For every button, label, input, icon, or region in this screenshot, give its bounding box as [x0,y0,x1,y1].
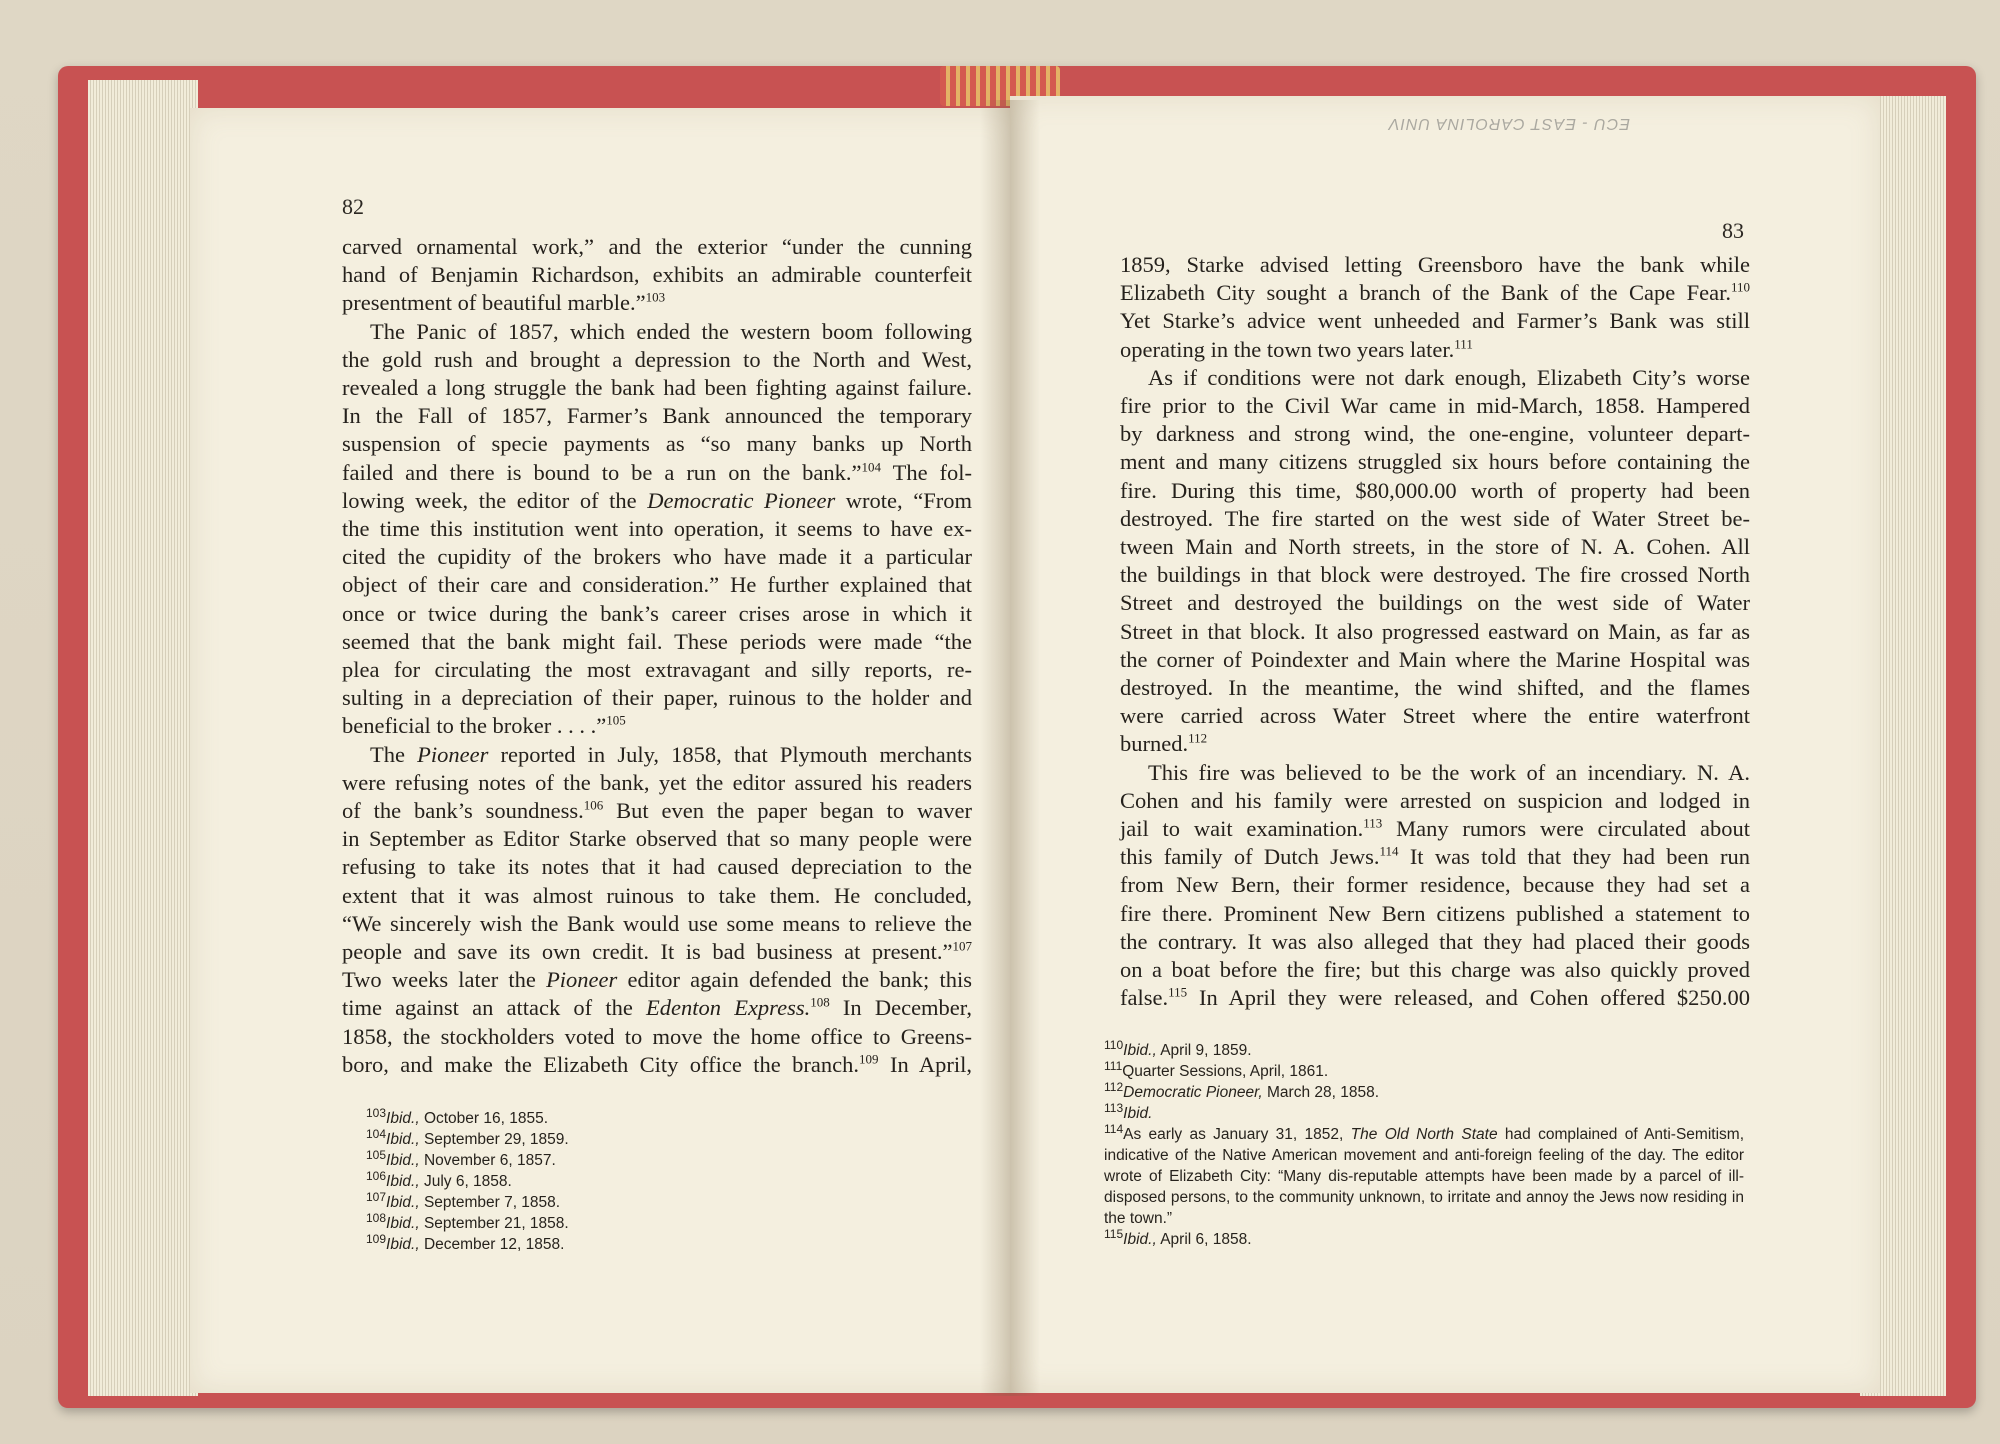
text-line [342,1023,972,1051]
text-run: once or twice during the bank’s career crises arose in which it [342,600,972,626]
footnote [366,1210,786,1234]
italic-text: Ibid., [386,1152,420,1169]
text-run: tween Main and North streets, in the store of N. A. Cohen. All [1120,534,1750,560]
text-line [342,402,972,430]
text-line [1120,336,1750,364]
text-line [1120,448,1750,476]
footnote [1104,1226,1744,1250]
text-line [1120,392,1750,420]
text-run: revealed a long struggle the bank had been fighting against failure. [342,375,972,401]
text-line [342,769,972,797]
footnote [1104,1037,1744,1061]
footnote-marker: 106 [583,797,604,813]
text-line [342,233,972,261]
text-line [342,994,972,1022]
text-line [342,938,972,966]
text-line [342,543,972,571]
text-run: reported in July, 1858, that Plymouth merchants [488,741,972,767]
text-run: seemed that the bank might fail. These periods were made “the [342,628,972,654]
text-run: October 16, 1855. [419,1110,549,1127]
footnote-marker: 113 [1363,815,1383,831]
text-run: the time this institution went into operation, it seems to have ex- [342,516,972,542]
text-run: The Panic of 1857, which ended the western boom following [370,318,972,344]
text-run: Street in that block. It also progressed eastward on Main, as far as [1120,618,1750,644]
italic-text: Ibid., [386,1173,420,1190]
footnote-number: 105 [366,1147,387,1162]
text-run: Many rumors were circulated about [1382,816,1750,842]
footnote-number: 108 [366,1210,387,1225]
footnote-marker: 109 [859,1051,879,1067]
footnote-number: 112 [1104,1079,1124,1094]
text-run: September 21, 1858. [419,1215,569,1232]
footnote-marker: 110 [1730,279,1750,295]
italic-text: The Old North State [1350,1126,1498,1143]
text-run: ment and many citizens struggled six hours before containing the [1120,449,1750,475]
text-line [1120,279,1750,307]
text-line [342,853,972,881]
text-run: hand of Benjamin Richardson, exhibits an admirable counterfeit [342,262,972,288]
text-line [342,712,972,740]
text-line [342,459,972,487]
text-line [1120,900,1750,928]
italic-text: Pioneer [546,967,618,993]
text-line [342,289,972,317]
text-line [1120,787,1750,815]
text-run: It was told that they had been run [1398,844,1751,870]
footnote-number: 111 [1104,1058,1123,1073]
footnote-number: 114 [1104,1121,1124,1136]
page-number-left: 82 [342,194,364,219]
text-run: in September as Editor Starke observed that so many people were [342,826,972,852]
left-body-text [342,233,972,1079]
footnote-number: 110 [1104,1037,1124,1052]
italic-text: Democratic Pioneer, [1123,1084,1263,1101]
italic-text: Democratic Pioneer [647,487,836,513]
text-run: 1859, Starke advised letting Greensboro have the bank while [1120,252,1750,277]
text-line [1120,646,1750,674]
text-line [342,261,972,289]
footnote [366,1126,786,1150]
footnote [366,1231,786,1255]
footnote-number: 113 [1104,1100,1124,1115]
text-run: “We sincerely wish the Bank would use some means to relieve the [342,910,972,936]
text-line [342,910,972,938]
footnote [366,1147,786,1171]
italic-text: Ibid., [386,1110,420,1127]
text-run: boro, and make the Elizabeth City office the branch. [342,1051,860,1077]
text-run: In April, [878,1051,972,1077]
text-run: In the Fall of 1857, Farmer’s Bank announced the temporary [342,403,972,429]
footnote-marker: 111 [1454,336,1473,352]
footnote-marker: 114 [1379,843,1399,859]
text-run: Quarter Sessions, April, 1861. [1122,1063,1329,1080]
footnote-number: 103 [366,1105,387,1120]
text-run: plea for circulating the most extravagant and silly reports, re- [342,657,972,683]
text-run: November 6, 1857. [419,1152,556,1169]
library-stamp: ECU - EAST CAROLINA UNIV [1387,115,1630,132]
text-line [1120,956,1750,984]
text-run: carved ornamental work,” and the exterior “under the cunning [342,234,972,259]
text-run: July 6, 1858. [419,1173,512,1190]
text-line [1120,843,1750,871]
text-run: the contrary. It was also alleged that they had placed their goods [1120,928,1750,954]
footnote [1104,1100,1744,1124]
left-footnotes [366,1105,786,1255]
text-run: suspension of specie payments as “so many banks up North [342,431,972,457]
page-number-right: 83 [1722,218,1744,243]
text-run: beneficial to the broker . . . .” [342,713,607,739]
italic-text: Edenton Express. [646,995,811,1021]
spine-gutter [980,100,1040,1396]
text-line [342,318,972,346]
text-line [1120,307,1750,335]
text-run: December 12, 1858. [419,1236,565,1253]
text-run: had complained of Anti-Semitism, indicative of the Native American movement and anti-foreign feeling of the day. The editor wrote of Elizabeth City: “Many dis-reputable attempts have been made by a parcel of ill-disposed persons, to the community unknown, to irritate and annoy the Jews now residing in the town.” [1104,1126,1745,1227]
footnote-marker: 103 [645,289,666,305]
footnote-marker: 115 [1168,984,1188,1000]
text-line [1120,730,1750,758]
footnote-marker: 107 [952,938,972,954]
right-body-text [1120,251,1750,1012]
text-run: fire. During this time, $80,000.00 worth of property had been [1120,477,1750,503]
text-run: sulting in a depreciation of their paper, ruinous to the holder and [342,685,972,711]
text-line [342,571,972,599]
text-line [1120,759,1750,787]
text-line [342,487,972,515]
text-run: March 28, 1858. [1262,1084,1380,1101]
text-run: In December, [829,995,973,1021]
text-run: operating in the town two years later. [1120,336,1455,362]
text-line [342,430,972,458]
text-line [342,656,972,684]
footnote [1104,1058,1744,1082]
text-line [1120,815,1750,843]
text-run: This fire was believed to be the work of an incendiary. N. A. [1148,759,1750,785]
text-run: the gold rush and brought a depression to the North and West, [342,346,972,372]
text-run: Elizabeth City sought a branch of the Bank of the Cape Fear. [1120,280,1731,306]
text-line [1120,984,1750,1012]
footnote-number: 115 [1104,1226,1124,1241]
text-run: destroyed. The fire started on the west side of Water Street be- [1120,505,1750,531]
text-run: 1858, the stockholders voted to move the home office to Greens- [342,1023,972,1049]
italic-text: Ibid., [1123,1231,1157,1248]
text-run: burned. [1120,731,1189,757]
italic-text: Ibid., [386,1194,420,1211]
text-run: were carried across Water Street where the entire waterfront [1120,703,1750,729]
text-run: false. [1120,985,1169,1011]
italic-text: Ibid. [1123,1105,1153,1122]
text-line [1120,533,1750,561]
text-run: jail to wait examination. [1120,816,1364,842]
text-run: As early as January 31, 1852, [1123,1126,1351,1143]
text-line [1120,364,1750,392]
text-line [342,600,972,628]
text-line [1120,702,1750,730]
italic-text: Ibid., [386,1215,420,1232]
text-run: from New Bern, their former residence, because they had set a [1120,872,1750,898]
text-run: wrote, “From [835,487,972,513]
text-run: Two weeks later the [342,967,547,993]
text-line [1120,589,1750,617]
footnote-number: 104 [366,1126,387,1141]
text-line [1120,674,1750,702]
footnote [366,1105,786,1129]
italic-text: Ibid., [386,1131,420,1148]
text-line [342,374,972,402]
footnote-number: 106 [366,1168,387,1183]
text-line [1120,561,1750,589]
text-line [1120,505,1750,533]
text-line [342,966,972,994]
footnote-marker: 108 [810,994,830,1010]
italic-text: Pioneer [417,741,489,767]
text-run: the buildings in that block were destroyed. The fire crossed North [1120,562,1750,588]
footnote [366,1168,786,1192]
italic-text: Ibid., [386,1236,420,1253]
text-run: lowing week, the editor of the [342,487,648,513]
footnote-marker: 105 [606,712,626,728]
text-run: people and save its own credit. It is bad business at present.” [342,939,953,965]
footnote [1104,1121,1745,1229]
text-line [1120,477,1750,505]
text-run: April 6, 1858. [1156,1231,1252,1248]
text-run: object of their care and consideration.” He further explained that [342,572,972,598]
footnote-marker: 104 [861,459,882,475]
text-run: were refusing notes of the bank, yet the editor assured his readers [342,769,972,795]
text-run: September 7, 1858. [419,1194,561,1211]
left-page-edges [88,80,198,1396]
text-line [342,741,972,769]
text-line [1120,871,1750,899]
text-run: on a boat before the fire; but this charge was also quickly proved [1120,957,1750,983]
text-run: fire prior to the Civil War came in mid-March, 1858. Hampered [1120,393,1750,419]
text-line [1120,251,1750,279]
text-run: The fol- [881,459,973,485]
text-line [342,797,972,825]
right-footnotes [1104,1037,1745,1250]
text-line [1120,420,1750,448]
text-run: time against an attack of the [342,995,647,1021]
text-line [342,1051,972,1079]
text-run: cited the cupidity of the brokers who have made it a particular [342,544,972,570]
text-run: But even the paper began to waver [603,798,972,824]
text-run: September 29, 1859. [419,1131,569,1148]
text-line [342,346,972,374]
text-line [1120,618,1750,646]
footnote [366,1189,786,1213]
footnote-marker: 112 [1188,730,1208,746]
footnote [1104,1079,1744,1103]
text-run: this family of Dutch Jews. [1120,844,1380,870]
text-run: Street and destroyed the buildings on the west side of Water [1120,590,1750,616]
footnote-number: 109 [366,1231,387,1246]
text-run: April 9, 1859. [1156,1042,1252,1059]
text-line [342,515,972,543]
text-run: refusing to take its notes that it had caused depreciation to the [342,854,972,880]
text-run: presentment of beautiful marble.” [342,290,646,316]
text-run: by darkness and strong wind, the one-engine, volunteer depart- [1120,421,1750,447]
text-run: As if conditions were not dark enough, Elizabeth City’s worse [1148,364,1750,390]
text-line [342,825,972,853]
text-run: extent that it was almost ruinous to take them. He concluded, [342,882,972,908]
text-run: destroyed. In the meantime, the wind shifted, and the flames [1120,675,1750,701]
text-run: In April they were released, and Cohen offered $250.00 [1187,985,1750,1011]
text-line [342,882,972,910]
text-line [342,684,972,712]
text-line [1120,928,1750,956]
italic-text: Ibid., [1123,1042,1157,1059]
text-run: of the bank’s soundness. [342,798,584,824]
text-run: fire there. Prominent New Bern citizens published a statement to [1120,900,1750,926]
text-run: Cohen and his family were arrested on suspicion and lodged in [1120,787,1750,813]
text-run: failed and there is bound to be a run on the bank.” [342,459,862,485]
text-run: editor again defended the bank; this [617,967,972,993]
text-line [342,628,972,656]
footnote-number: 107 [366,1189,387,1204]
text-run: Yet Starke’s advice went unheeded and Farmer’s Bank was still [1120,308,1750,334]
text-run: The [370,741,418,767]
text-run: the corner of Poindexter and Main where the Marine Hospital was [1120,646,1750,672]
